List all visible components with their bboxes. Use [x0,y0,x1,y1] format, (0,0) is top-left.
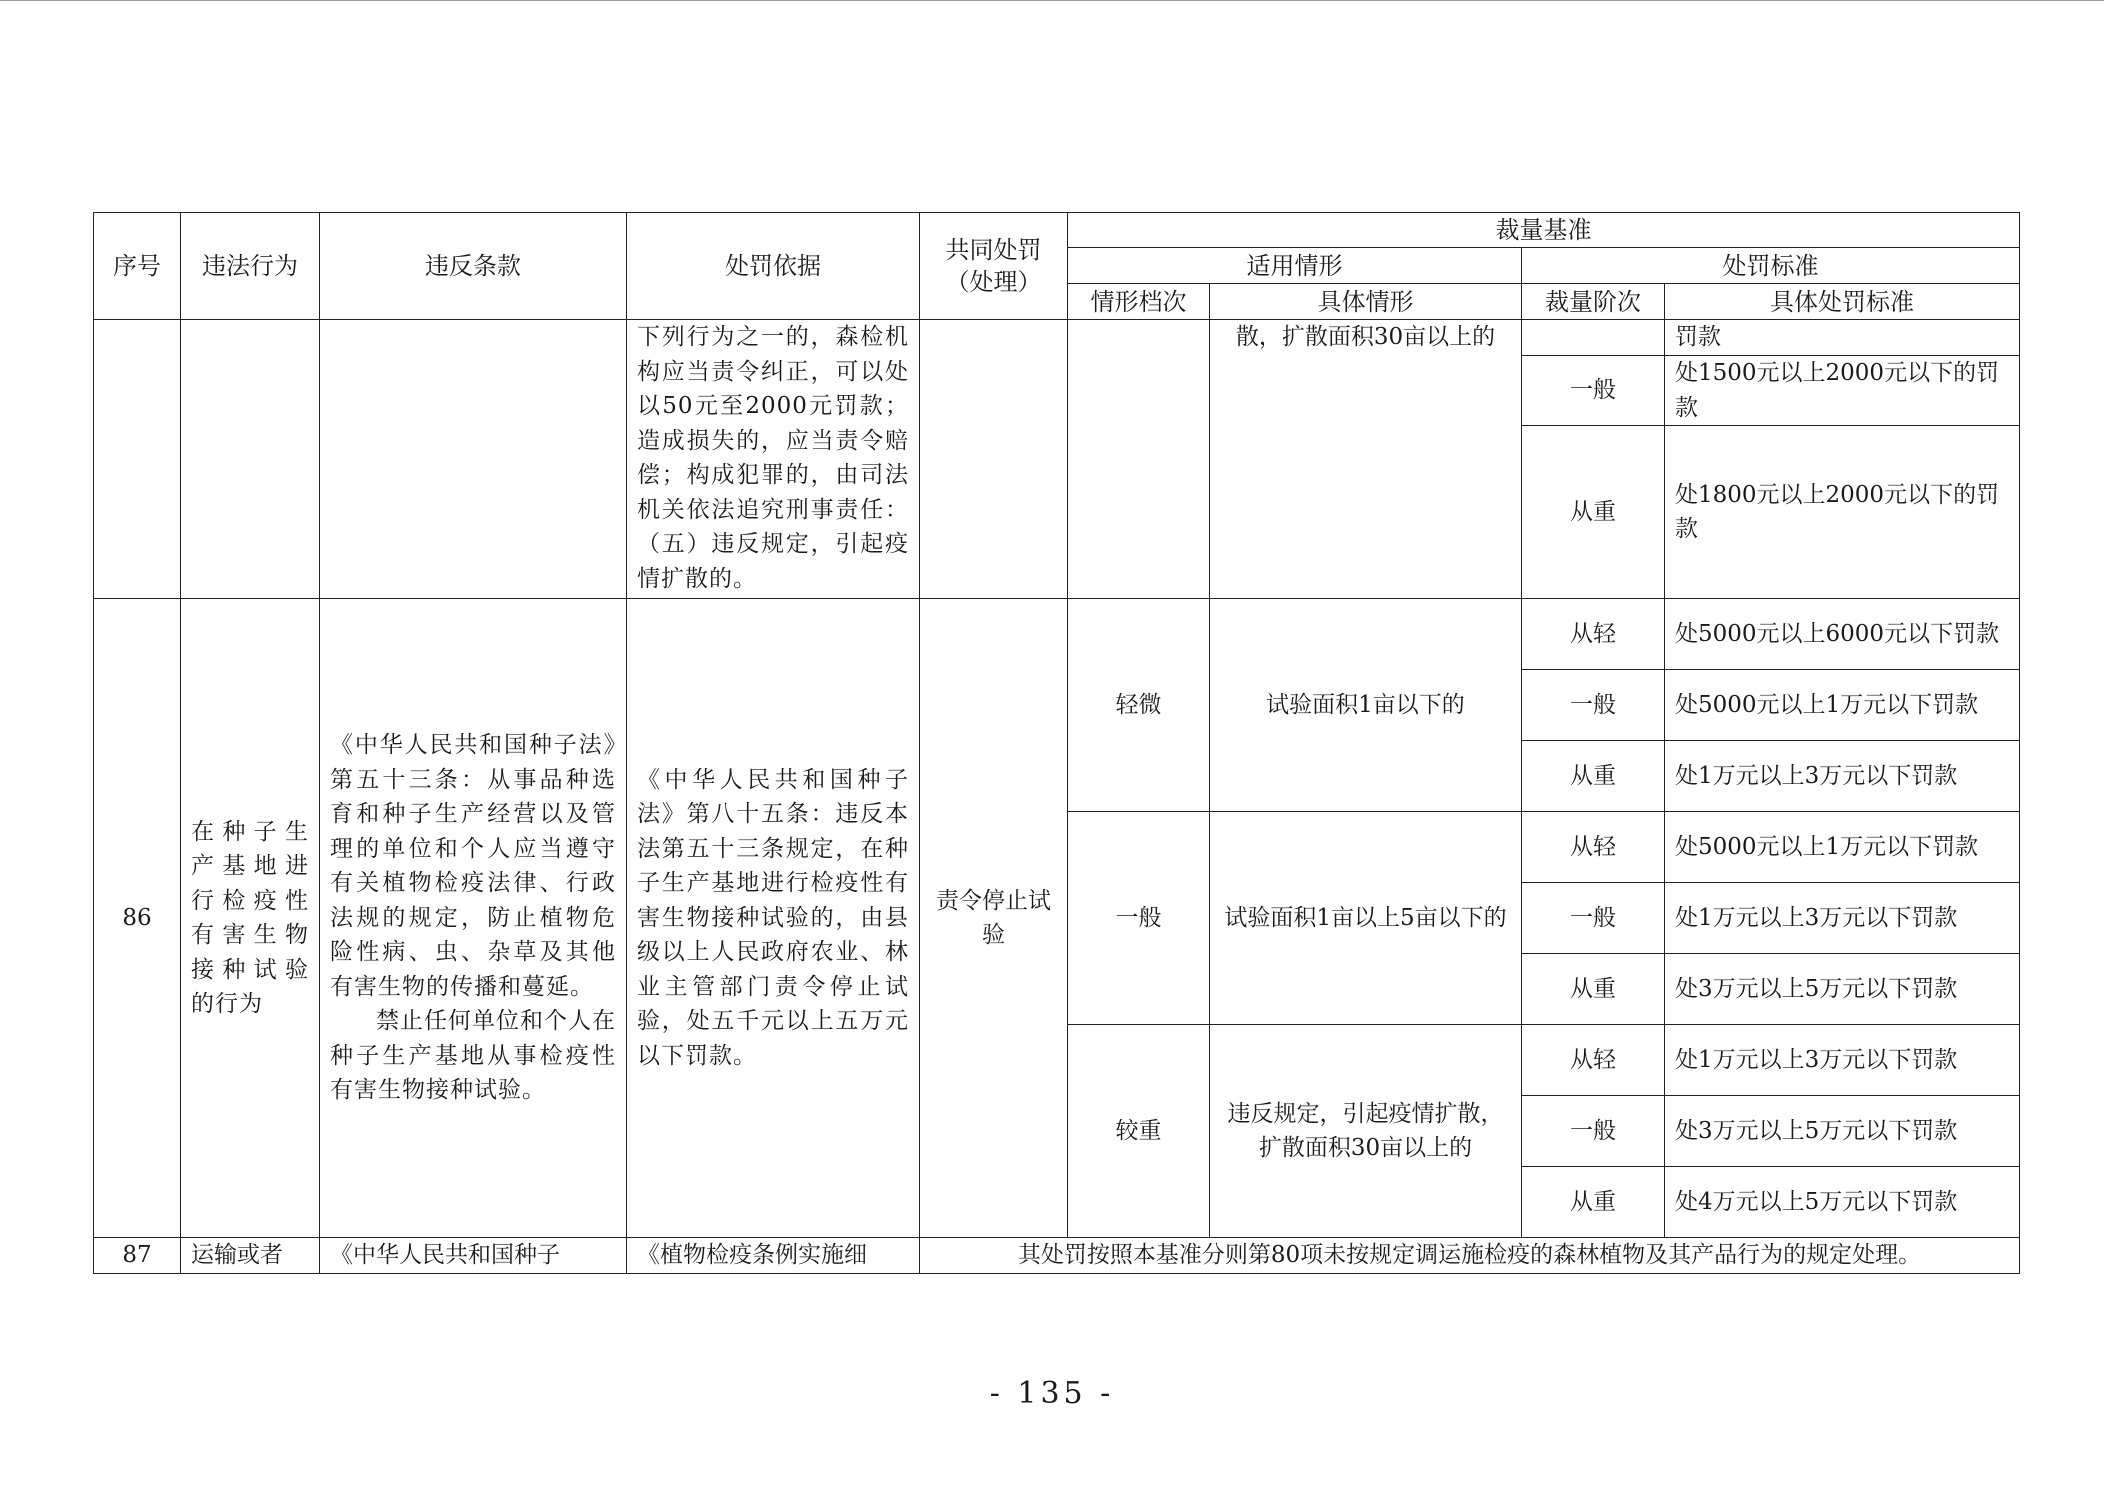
r86-penalty-2-1: 处3万元以上5万元以下罚款 [1665,1096,2020,1167]
cont-penalty-0: 罚款 [1665,320,2020,356]
r87-merged: 其处罚按照本基准分则第80项未按规定调运施检疫的森林植物及其产品行为的规定处理。 [920,1238,2020,1274]
r86-stage-0-2: 从重 [1522,741,1665,812]
cont-clause [320,320,627,599]
cont-seq [94,320,181,599]
r86-act: 在种子生产基地进行检疫性有害生物接种试验的行为 [181,599,320,1238]
r86-situation-1: 试验面积1亩以上5亩以下的 [1210,812,1522,1025]
r86-clause-p2: 禁止任何单位和个人在种子生产基地从事检疫性有害生物接种试验。 [330,1008,616,1104]
header-situation: 具体情形 [1210,284,1522,320]
r86-penalty-1-0: 处5000元以上1万元以下罚款 [1665,812,2020,883]
cont-situation: 散，扩散面积30亩以上的 [1210,320,1522,599]
cont-stage-2: 从重 [1522,426,1665,599]
cont-basis: 下列行为之一的，森检机构应当责令纠正，可以处以50元至2000元罚款；造成损失的，应当责令赔偿；构成犯罪的，由司法机关依法追究刑事责任：（五）违反规定，引起疫情扩散的。 [627,320,920,599]
header-seq: 序号 [94,213,181,320]
header-standard: 处罚标准 [1522,248,2020,284]
cont-common [920,320,1068,599]
header-discretion: 裁量基准 [1068,213,2020,248]
r86-level-0: 轻微 [1068,599,1210,812]
r86-level-2: 较重 [1068,1025,1210,1238]
header-common: 共同处罚（处理） [920,213,1068,320]
table-row [94,599,2020,670]
r86-penalty-0-0: 处5000元以上6000元以下罚款 [1665,599,2020,670]
r86-stage-1-0: 从轻 [1522,812,1665,883]
cont-stage-1: 一般 [1522,356,1665,426]
r86-stage-1-1: 一般 [1522,883,1665,954]
cont-penalty-1: 处1500元以上2000元以下的罚款 [1665,356,2020,426]
r86-penalty-0-2: 处1万元以上3万元以下罚款 [1665,741,2020,812]
cont-level [1068,320,1210,599]
r86-basis: 《中华人民共和国种子法》第八十五条：违反本法第五十三条规定，在种子生产基地进行检疫性有害生物接种试验的，由县级以上人民政府农业、林业主管部门责令停止试验，处五千元以上五万元以下罚款。 [627,599,920,1238]
r86-stage-0-1: 一般 [1522,670,1665,741]
r86-level-1: 一般 [1068,812,1210,1025]
header-level: 情形档次 [1068,284,1210,320]
header-stage: 裁量阶次 [1522,284,1665,320]
r87-seq: 87 [94,1238,181,1274]
r87-basis: 《植物检疫条例实施细 [627,1238,920,1274]
page-top-border [0,0,2104,1]
r86-stage-0-0: 从轻 [1522,599,1665,670]
header-basis: 处罚依据 [627,213,920,320]
r86-stage-2-0: 从轻 [1522,1025,1665,1096]
header-clause: 违反条款 [320,213,627,320]
r86-penalty-2-0: 处1万元以上3万元以下罚款 [1665,1025,2020,1096]
header-row-1 [94,213,2020,248]
r86-common: 责令停止试验 [920,599,1068,1238]
r86-penalty-1-2: 处3万元以上5万元以下罚款 [1665,954,2020,1025]
header-applicable: 适用情形 [1068,248,1522,284]
r86-penalty-2-2: 处4万元以上5万元以下罚款 [1665,1167,2020,1238]
r86-clause [320,599,627,1238]
r86-situation-2: 违反规定，引起疫情扩散，扩散面积30亩以上的 [1210,1025,1522,1238]
cont-penalty-2: 处1800元以上2000元以下的罚款 [1665,426,2020,599]
r86-seq: 86 [94,599,181,1238]
r86-stage-2-1: 一般 [1522,1096,1665,1167]
penalty-discretion-table [93,212,2020,1274]
r86-situation-0: 试验面积1亩以下的 [1210,599,1522,812]
header-act: 违法行为 [181,213,320,320]
r87-clause: 《中华人民共和国种子 [320,1238,627,1274]
cont-stage-0 [1522,320,1665,356]
r86-clause-p1: 《中华人民共和国种子法》第五十三条：从事品种选育和种子生产经营以及管理的单位和个人应当遵守有关植物检疫法律、行政法规的规定，防止植物危险性病、虫、杂草及其他有害生物的传播和蔓延。 [330,732,616,1000]
header-penalty: 具体处罚标准 [1665,284,2020,320]
cont-act [181,320,320,599]
r86-penalty-1-1: 处1万元以上3万元以下罚款 [1665,883,2020,954]
r86-penalty-0-1: 处5000元以上1万元以下罚款 [1665,670,2020,741]
page-number: - 135 - [989,1376,1115,1411]
r86-stage-2-2: 从重 [1522,1167,1665,1238]
table-row [94,320,2020,356]
r86-stage-1-2: 从重 [1522,954,1665,1025]
r87-act: 运输或者 [181,1238,320,1274]
table-row [94,1238,2020,1274]
